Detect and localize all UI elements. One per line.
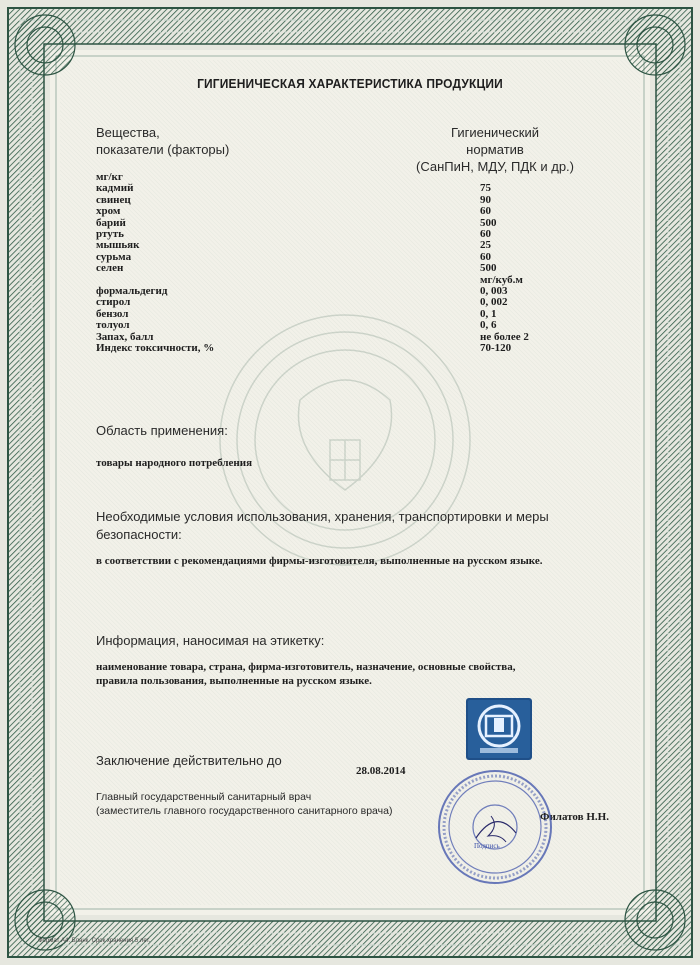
row-value: 60	[480, 205, 491, 218]
label-info-label: Информация, наносимая на этикетку:	[96, 633, 325, 648]
row-name: Индекс токсичности, %	[96, 342, 215, 355]
row-value: 0, 6	[480, 319, 497, 332]
validity-date: 28.08.2014	[356, 765, 406, 777]
row-name: свинец	[96, 193, 131, 206]
row-value: не более 2	[480, 330, 529, 343]
document-title: ГИГИЕНИЧЕСКАЯ ХАРАКТЕРИСТИКА ПРОДУКЦИИ	[197, 76, 503, 91]
table-row	[96, 206, 556, 217]
row-value: мг/куб.м	[480, 273, 523, 286]
label-info-line1: наименование товара, страна, фирма-изготовитель, назначение, основные свойства,	[96, 661, 516, 673]
signatory-name: Филатов Н.Н.	[540, 811, 609, 823]
row-value: 60	[480, 250, 491, 263]
stamp-caption: Подпись	[474, 842, 500, 850]
hologram-logo-icon	[466, 698, 532, 760]
row-value: 0, 1	[480, 307, 497, 320]
row-value: 60	[480, 228, 491, 241]
row-value: 75	[480, 182, 491, 195]
row-name: бензол	[96, 307, 129, 320]
application-value: товары народного потребления	[96, 457, 253, 469]
substances-header-line1: Вещества,	[96, 125, 160, 140]
row-name: мышьяк	[96, 239, 140, 252]
official-stamp	[436, 768, 554, 886]
row-value: 0, 003	[480, 285, 508, 298]
conditions-label-line2: безопасности:	[96, 527, 182, 542]
norm-header-line3: (СанПиН, МДУ, ПДК и др.)	[416, 159, 574, 174]
hygiene-table	[96, 172, 556, 355]
row-name: кадмий	[96, 182, 134, 195]
row-value: 90	[480, 193, 491, 206]
form-footer: Формат А4. Бланк. Срок хранения 5 лет.	[38, 938, 151, 944]
signatory-line2: (заместитель главного государственного санитарного врача)	[96, 805, 393, 817]
row-value: 70-120	[480, 342, 512, 355]
norm-header-line2: норматив	[466, 142, 524, 157]
label-info-value	[96, 660, 515, 688]
row-name: толуол	[96, 319, 130, 332]
norm-header	[390, 124, 600, 175]
row-value: 0, 002	[480, 296, 508, 309]
row-value: 500	[480, 216, 497, 229]
stamp-seal-icon	[436, 768, 554, 886]
validity-label: Заключение действительно до	[96, 753, 282, 768]
signatory-title	[96, 790, 392, 818]
row-name: ртуть	[96, 228, 124, 241]
table-row	[96, 320, 556, 331]
row-name: селен	[96, 262, 124, 275]
conditions-value: в соответствии с рекомендациями фирмы-изготовителя, выполненные на русском языке.	[96, 555, 543, 567]
application-label: Область применения:	[96, 423, 228, 438]
row-value: 500	[480, 262, 497, 275]
row-name: сурьма	[96, 250, 132, 263]
substances-header-line2: показатели (факторы)	[96, 142, 230, 157]
row-name: стирол	[96, 296, 131, 309]
norm-header-line1: Гигиенический	[451, 125, 539, 140]
conditions-label-line1: Необходимые условия использования, хранения, транспортировки и меры	[96, 509, 549, 524]
signatory-line1: Главный государственный санитарный врач	[96, 791, 312, 803]
row-name: мг/кг	[96, 171, 123, 183]
hologram-sticker	[466, 698, 532, 760]
table-row	[96, 263, 556, 274]
table-row	[96, 343, 556, 354]
row-name: Запах, балл	[96, 330, 154, 343]
conditions-label	[96, 508, 616, 544]
row-name: барий	[96, 216, 126, 229]
label-info-line2: правила пользования, выполненные на русском языке.	[96, 675, 372, 687]
row-name: формальдегид	[96, 285, 168, 298]
row-name: хром	[96, 205, 121, 218]
row-value: 25	[480, 239, 491, 252]
substances-header	[96, 124, 229, 158]
